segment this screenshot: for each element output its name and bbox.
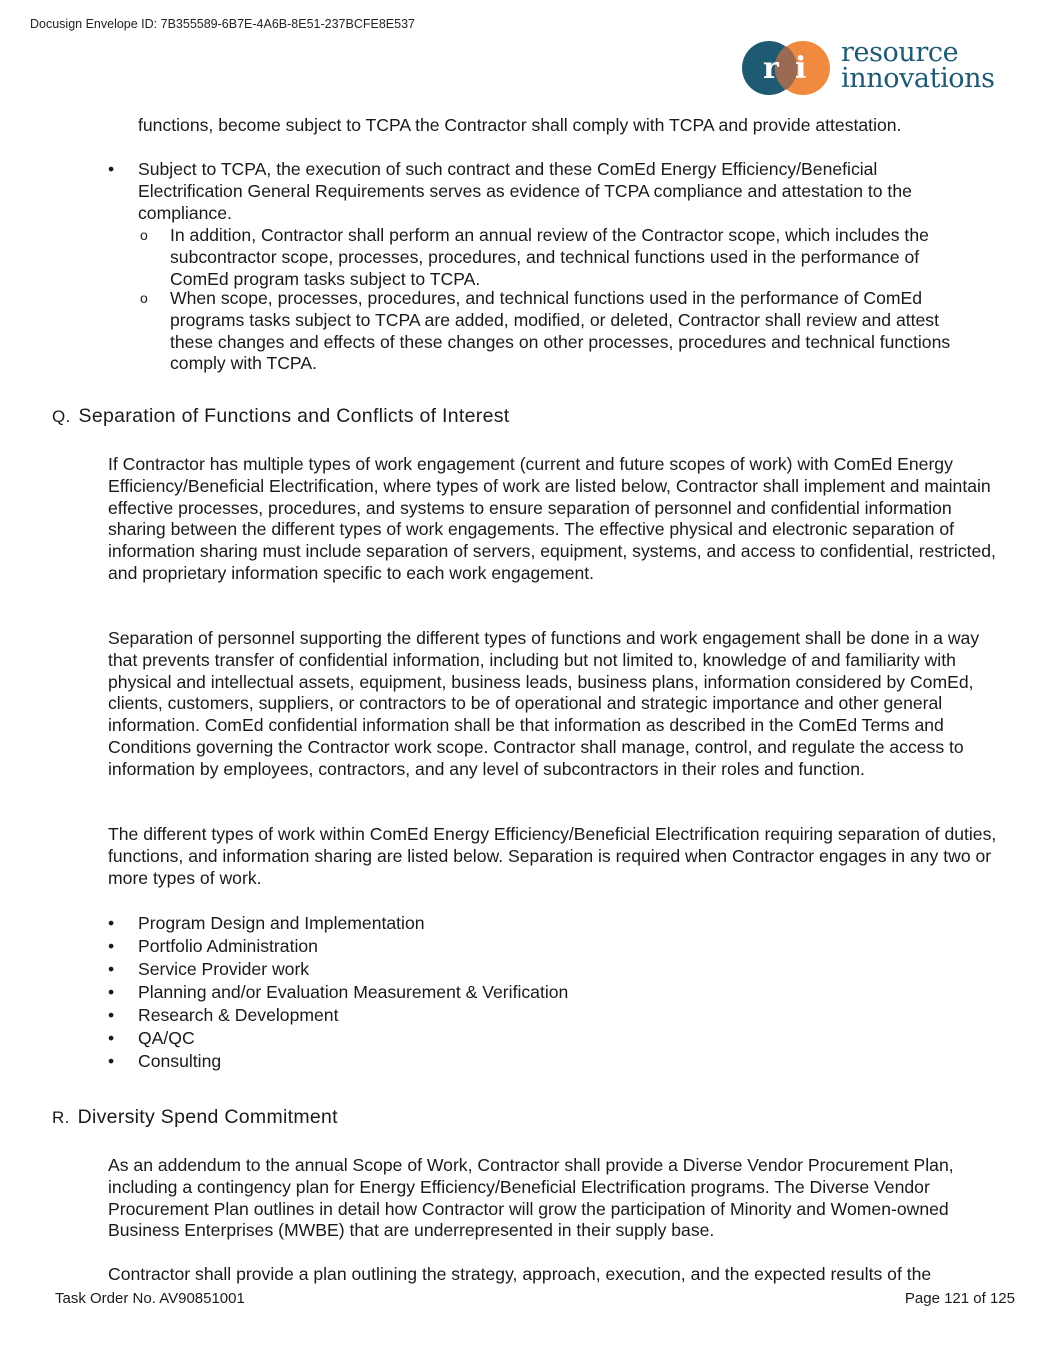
list-item: • Research & Development [108, 1005, 339, 1025]
list-item: • Subject to TCPA, the execution of such contract and these ComEd Energy Efficiency/Beneficial Electrification General Requirements serves as evidence of TCPA compliance and attestation to the compliance. [108, 159, 912, 223]
bullet-icon: • [108, 936, 115, 956]
sub-bullet-icon: o [140, 227, 148, 243]
logo-wordmark [841, 37, 995, 94]
section-r-heading [52, 1106, 338, 1129]
sub-bullet-icon: o [140, 290, 148, 306]
section-r-paragraph-2: Contractor shall provide a plan outlining the strategy, approach, execution, and the expected results of the [108, 1264, 932, 1284]
svg-text:i: i [795, 51, 807, 86]
list-item: • QA/QC [108, 1028, 195, 1048]
continuation-text: functions, become subject to TCPA the Contractor shall comply with TCPA and provide attestation. [138, 115, 902, 135]
sub-list-item: o When scope, processes, procedures, and technical functions used in the performance of ComEd programs tasks subject to TCPA are added, modified, or deleted, Contractor shall review and attest these changes and effects of these changes on other processes, procedures and technical functions comply with TCPA. [140, 288, 951, 374]
footer-page-number: Page 121 of 125 [904, 1290, 1015, 1307]
section-q-paragraph-2: Separation of personnel supporting the different types of functions and work engagement shall be done in a way that prevents transfer of confidential information, including but not limited to, knowledge of and familiarity with physical and intellectual assets, equipment, business leads, business plans, information considered by ComEd, clients, customers, suppliers, or contractors to be of operational and strategic importance and other general information. ComEd confidential information shall be that information as described in the ComEd Terms and Conditions governing the Contractor work scope. Contractor shall manage, control, and regulate the access to information by employees, contractors, and any level of subcontractors in their roles and function. [108, 628, 980, 779]
footer-task-order: Task Order No. AV90851001 [55, 1290, 245, 1307]
section-title: Separation of Functions and Conflicts of Interest [78, 405, 510, 427]
list-item: • Program Design and Implementation [108, 913, 425, 933]
sub-list-item: o In addition, Contractor shall perform an annual review of the Contractor scope, which includes the subcontractor scope, processes, procedures, and technical functions used in the performance of ComEd program tasks subject to TCPA. [140, 225, 929, 289]
bullet-icon: • [108, 913, 115, 933]
section-title: Diversity Spend Commitment [77, 1106, 338, 1128]
list-item: • Planning and/or Evaluation Measurement & Verification [108, 982, 569, 1002]
section-letter: R. [52, 1108, 70, 1127]
section-q-heading [52, 405, 509, 428]
section-letter: Q. [52, 407, 71, 426]
section-q-paragraph-3: The different types of work within ComEd Energy Efficiency/Beneficial Electrification requiring separation of duties, functions, and information sharing are listed below. Separation is required when Contractor engages in any two or more types of work. [108, 824, 997, 888]
bullet-icon: • [108, 159, 115, 179]
section-r-paragraph-1: As an addendum to the annual Scope of Work, Contractor shall provide a Diverse Vendor Procurement Plan, including a contingency plan for Energy Efficiency/Beneficial Electrification programs. The Diverse Vendor Procurement Plan outlines in detail how Contractor will grow the participation of Minority and Women-owned Business Enterprises (MWBE) that are underrepresented in their supply base. [108, 1155, 954, 1241]
bullet-icon: • [108, 959, 115, 979]
bullet-icon: • [108, 1028, 115, 1048]
list-item: • Service Provider work [108, 959, 310, 979]
company-logo [741, 37, 1021, 96]
logo-line-1: resource [841, 37, 959, 68]
bullet-icon: • [108, 982, 115, 1002]
section-q-paragraph-1: If Contractor has multiple types of work engagement (current and future scopes of work) with ComEd Energy Efficiency/Beneficial Electrification, where types of work are listed below, Contractor shall implement and maintain effective processes, procedures, and systems to ensure separation of personnel and confidential information sharing between the different types of work engagements. The effective physical and electronic separation of information sharing must include separation of servers, equipment, systems, and access to confidential, restricted, and proprietary information specific to each work engagement. [108, 454, 996, 583]
logo-line-2: innovations [841, 63, 995, 94]
ri-logo-icon [741, 40, 833, 96]
list-item: • Portfolio Administration [108, 936, 318, 956]
list-item: • Consulting [108, 1051, 222, 1071]
bullet-icon: • [108, 1051, 115, 1071]
docusign-envelope-id: Docusign Envelope ID: 7B355589-6B7E-4A6B-8E51-237BCFE8E537 [30, 17, 415, 31]
bullet-icon: • [108, 1005, 115, 1025]
svg-text:r: r [763, 51, 779, 86]
